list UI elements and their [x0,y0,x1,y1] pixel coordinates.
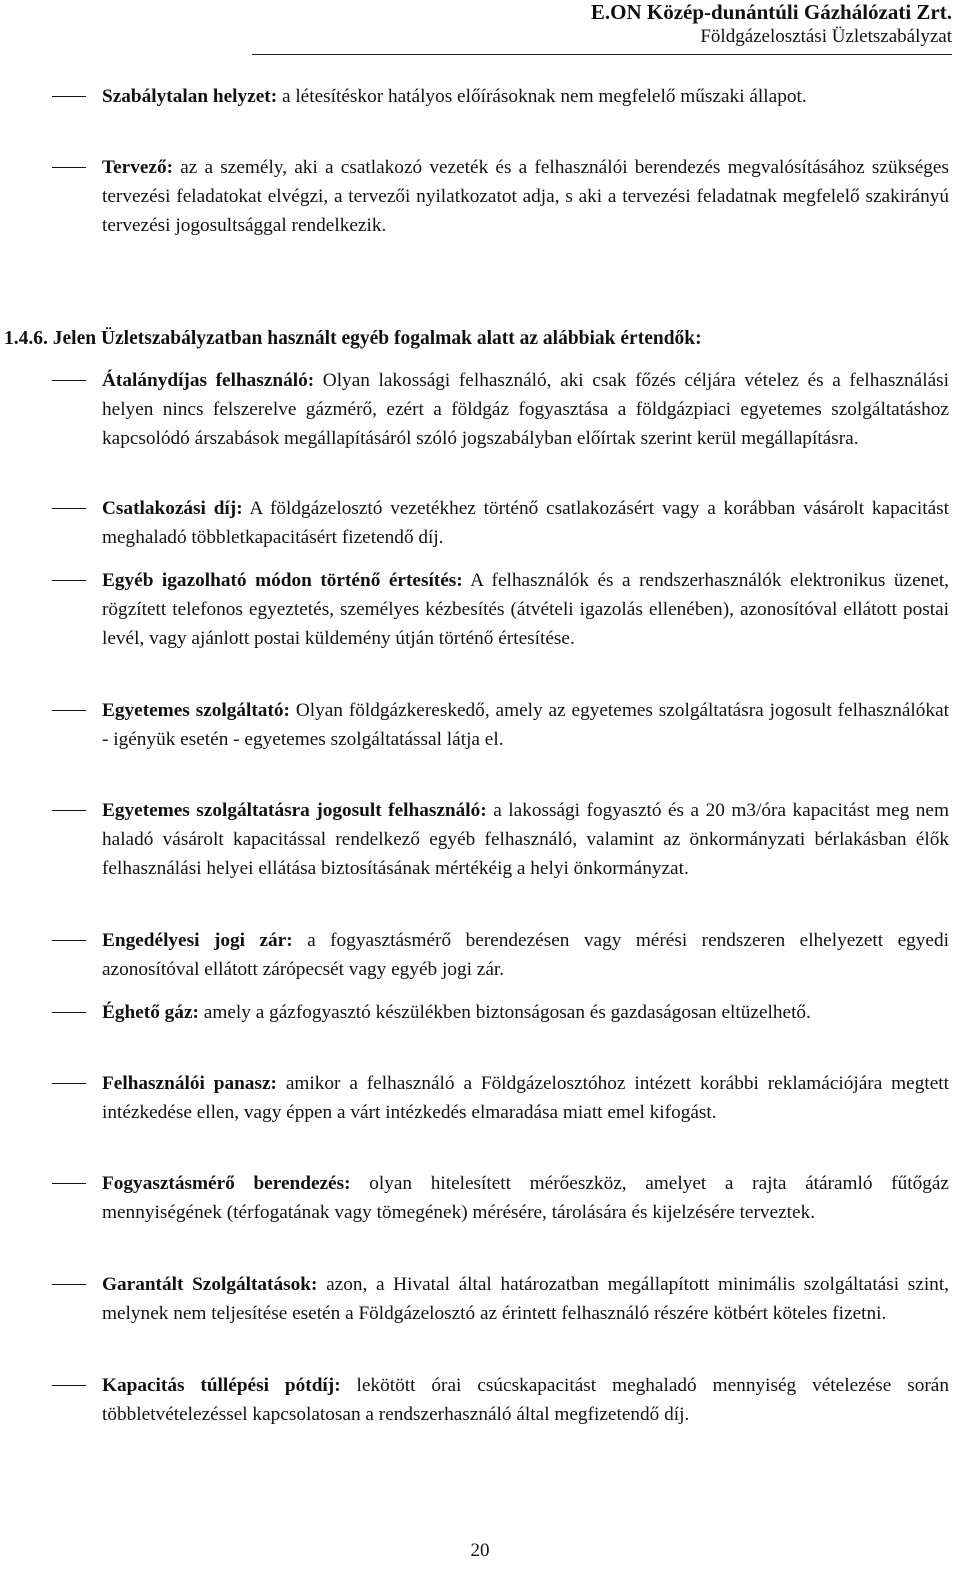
definition-term: Garantált Szolgáltatások: [102,1274,318,1295]
definition-item [52,1270,949,1328]
definition-term: Átalánydíjas felhasználó: [102,370,315,391]
dash-bullet [52,810,86,811]
definition-term: Felhasználói panasz: [102,1073,277,1094]
definition-text: a fogyasztásmérő berendezésen vagy mérési rendszeren elhelyezett egyedi azonosítóval ellátott zárópecsét vagy egyéb jogi zár. [102,930,949,980]
definition-term: Egyéb igazolható módon történő értesítés: [102,570,463,591]
page-number: 20 [470,1540,490,1561]
section-heading: 1.4.6. Jelen Üzletszabályzatban használt egyéb fogalmak alatt az alábbiak értendők: [4,328,702,349]
definition-text: Olyan földgázkereskedő, amely az egyetemes szolgáltatásra jogosult felhasználókat - igényük esetén - egyetemes szolgáltatással látja el. [102,700,949,750]
document-title: Földgázelosztási Üzletszabályzat [700,26,952,47]
definition-item [52,926,949,984]
definition-item [52,696,949,754]
definition-text: olyan hitelesített mérőeszköz, amelyet a rajta átáramló fűtőgáz mennyiségének (térfogatának vagy tömegének) mérésére, tárolására és kijelzésére terveztek. [102,1173,949,1223]
dash-bullet [52,1284,86,1285]
definition-term: Csatlakozási díj: [102,498,243,519]
definition-text: amely a gázfogyasztó készülékben biztonságosan és gazdaságosan eltüzelhető. [198,1002,811,1023]
definition-text: a lakossági fogyasztó és a 20 m3/óra kapacitást meg nem haladó vásárolt kapacitással rendelkező egyéb felhasználó, valamint az önkormányzati bérlakásban élők felhasználási helyei ellátása biztosításának mértékéig a helyi önkormányzat. [102,800,949,879]
page-header [252,0,952,55]
dash-bullet [52,380,86,381]
company-name: E.ON Közép-dunántúli Gázhálózati Zrt. [590,0,952,24]
dash-bullet [52,710,86,711]
dash-bullet [52,580,86,581]
dash-bullet [52,1183,86,1184]
dash-bullet [52,940,86,941]
definition-term: Fogyasztásmérő berendezés: [102,1173,351,1194]
definition-item [52,998,949,1027]
definition-item [52,796,949,883]
definition-item [52,82,949,111]
definition-text: azon, a Hivatal által határozatban megállapított minimális szolgáltatási szint, melynek nem teljesítése esetén a Földgázelosztó az érintett felhasználó részére kötbért köteles fizetni. [102,1274,949,1324]
definition-term: Szabálytalan helyzet: [102,86,278,107]
definition-text: A földgázelosztó vezetékhez történő csatlakozásért vagy a korábban vásárolt kapacitást meghaladó többletkapacitásért fizetendő díj. [102,498,949,548]
dash-bullet [52,1083,86,1084]
definition-term: Kapacitás túllépési pótdíj: [102,1375,341,1396]
definition-text: A felhasználók és a rendszerhasználók elektronikus üzenet, rögzített telefonos egyeztetés, személyes kézbesítés (átvételi igazolás ellenében), azonosítóval ellátott postai levél, vagy ajánlott postai küldemény útján történő értesítése. [102,570,950,649]
definition-item [52,1371,949,1429]
definition-item [52,1169,949,1227]
definition-term: Tervező: [102,157,174,178]
definition-item [52,153,949,240]
dash-bullet [52,508,86,509]
definition-term: Egyetemes szolgáltató: [102,700,290,721]
definition-item [52,566,949,653]
dash-bullet [52,1012,86,1013]
dash-bullet [52,167,86,168]
definition-item [52,494,949,552]
dash-bullet [52,1385,86,1386]
definition-term: Engedélyesi jogi zár: [102,930,293,951]
definition-text: amikor a felhasználó a Földgázelosztóhoz intézett korábbi reklamációjára megtett intézkedése ellen, vagy éppen a várt intézkedés elmaradása miatt emel kifogást. [102,1073,949,1123]
definition-text: az a személy, aki a csatlakozó vezeték és a felhasználói berendezés megvalósításához szükséges tervezési feladatokat elvégzi, a tervezői nyilatkozatot adja, s aki a tervezési feladatnak megfelelő szakirányú tervezési jogosultsággal rendelkezik. [102,157,949,236]
definition-term: Éghető gáz: [102,1002,199,1023]
definition-item [52,1069,949,1127]
definition-item [52,366,949,453]
definition-text: Olyan lakossági felhasználó, aki csak főzés céljára vételez és a felhasználási helyen nincs felszerelve gázmérő, ezért a földgáz fogyasztása a földgázpiaci egyetemes szolgáltatáshoz kapcsolódó árszabások megállapításáról szóló jogszabályban előírtak szerint kerül megállapításra. [102,370,950,449]
definition-text: lekötött órai csúcskapacitást meghaladó mennyiség vételezése során többletvételezéssel kapcsolatosan a rendszerhasználó által megfizetendő díj. [102,1375,950,1425]
definition-term: Egyetemes szolgáltatásra jogosult felhasználó: [102,800,487,821]
dash-bullet [52,96,86,97]
definition-text: a létesítéskor hatályos előírásoknak nem megfelelő műszaki állapot. [277,86,807,107]
